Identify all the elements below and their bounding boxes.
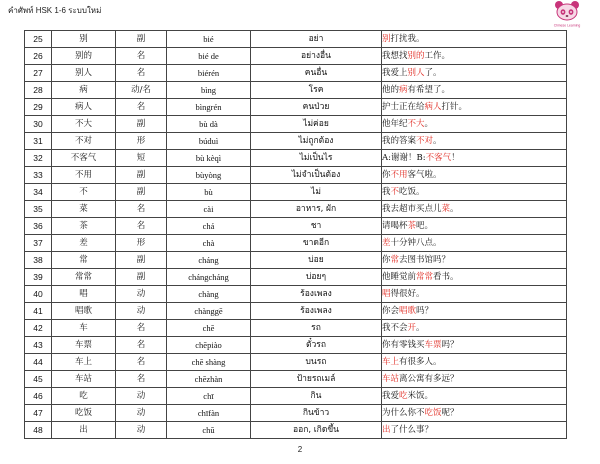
example-text: 了。 bbox=[424, 68, 442, 78]
thai-meaning: ร้องเพลง bbox=[251, 286, 382, 303]
logo-caption: Chinese Learning bbox=[553, 23, 581, 28]
example-sentence bbox=[382, 286, 567, 303]
thai-meaning: ไม่จำเป็นต้อง bbox=[251, 167, 382, 184]
example-text: 呢？ bbox=[441, 408, 459, 418]
word-hanzi: 别的 bbox=[52, 48, 116, 65]
example-text: 打针。 bbox=[441, 102, 468, 112]
thai-meaning: บนรถ bbox=[251, 354, 382, 371]
example-sentence bbox=[382, 99, 567, 116]
example-sentence bbox=[382, 235, 567, 252]
thai-meaning: กิน bbox=[251, 388, 382, 405]
example-text: 我去超市买点儿 bbox=[382, 204, 442, 214]
word-pinyin: bìng bbox=[167, 82, 251, 99]
example-highlight: 不对 bbox=[416, 136, 434, 146]
word-hanzi: 别 bbox=[52, 31, 116, 48]
thai-meaning: ไม่ถูกต้อง bbox=[251, 133, 382, 150]
word-hanzi: 车 bbox=[52, 320, 116, 337]
table-row bbox=[25, 422, 567, 439]
example-text: 了什么事？ bbox=[390, 425, 434, 435]
word-pinyin: cài bbox=[167, 201, 251, 218]
example-highlight: 差 bbox=[382, 238, 391, 248]
example-text: 打扰我。 bbox=[390, 34, 425, 44]
vocabulary-table bbox=[24, 30, 567, 439]
part-of-speech: 名 bbox=[116, 320, 167, 337]
table-row bbox=[25, 320, 567, 337]
table-row bbox=[25, 269, 567, 286]
row-number: 28 bbox=[25, 82, 52, 99]
example-sentence bbox=[382, 82, 567, 99]
example-highlight: 常 bbox=[390, 255, 400, 265]
row-number: 43 bbox=[25, 337, 52, 354]
word-hanzi: 不对 bbox=[52, 133, 116, 150]
table-row bbox=[25, 218, 567, 235]
table-row bbox=[25, 337, 567, 354]
thai-meaning: ป้ายรถเมล์ bbox=[251, 371, 382, 388]
part-of-speech: 名 bbox=[116, 337, 167, 354]
thai-meaning: อย่างอื่น bbox=[251, 48, 382, 65]
table-row bbox=[25, 48, 567, 65]
row-number: 37 bbox=[25, 235, 52, 252]
word-hanzi: 吃 bbox=[52, 388, 116, 405]
table-row bbox=[25, 184, 567, 201]
example-text: 米饭。 bbox=[407, 391, 434, 401]
example-highlight: 车上 bbox=[382, 357, 400, 367]
example-sentence bbox=[382, 184, 567, 201]
example-text: 工作。 bbox=[424, 51, 451, 61]
panda-logo-icon bbox=[550, 0, 584, 28]
word-hanzi: 不大 bbox=[52, 116, 116, 133]
example-text: 他睡觉前 bbox=[382, 272, 417, 282]
row-number: 38 bbox=[25, 252, 52, 269]
word-hanzi: 吃饭 bbox=[52, 405, 116, 422]
table-row bbox=[25, 371, 567, 388]
example-sentence bbox=[382, 65, 567, 82]
part-of-speech: 名 bbox=[116, 99, 167, 116]
word-pinyin: chà bbox=[167, 235, 251, 252]
word-hanzi: 茶 bbox=[52, 218, 116, 235]
word-hanzi: 别人 bbox=[52, 65, 116, 82]
word-pinyin: bié bbox=[167, 31, 251, 48]
part-of-speech: 动 bbox=[116, 405, 167, 422]
example-text: 我想找 bbox=[382, 51, 408, 61]
part-of-speech: 名 bbox=[116, 354, 167, 371]
example-text: ！ bbox=[451, 153, 460, 163]
word-pinyin: bié de bbox=[167, 48, 251, 65]
word-hanzi: 差 bbox=[52, 235, 116, 252]
example-sentence bbox=[382, 218, 567, 235]
table-row bbox=[25, 303, 567, 320]
table-row bbox=[25, 167, 567, 184]
row-number: 36 bbox=[25, 218, 52, 235]
example-text: 他年纪 bbox=[382, 119, 408, 129]
example-sentence bbox=[382, 269, 567, 286]
table-row bbox=[25, 201, 567, 218]
example-text: 请喝杯 bbox=[382, 221, 408, 231]
example-text: 我爱 bbox=[382, 391, 400, 401]
word-pinyin: bù bbox=[167, 184, 251, 201]
part-of-speech: 短 bbox=[116, 150, 167, 167]
word-hanzi: 不客气 bbox=[52, 150, 116, 167]
table-row bbox=[25, 82, 567, 99]
example-sentence bbox=[382, 405, 567, 422]
table-row bbox=[25, 286, 567, 303]
document-header-title: คำศัพท์ HSK 1-6 ระบบใหม่ bbox=[8, 6, 102, 15]
example-sentence bbox=[382, 422, 567, 439]
word-pinyin: chànggē bbox=[167, 303, 251, 320]
thai-meaning: ขาดอีก bbox=[251, 235, 382, 252]
example-text: 吗？ bbox=[416, 306, 434, 316]
example-sentence bbox=[382, 388, 567, 405]
row-number: 39 bbox=[25, 269, 52, 286]
example-highlight: 吃 bbox=[399, 391, 408, 401]
part-of-speech: 副 bbox=[116, 252, 167, 269]
part-of-speech: 副 bbox=[116, 167, 167, 184]
word-pinyin: chī bbox=[167, 388, 251, 405]
example-text: 有希望了。 bbox=[407, 85, 451, 95]
row-number: 34 bbox=[25, 184, 52, 201]
word-pinyin: chē shàng bbox=[167, 354, 251, 371]
example-text: 。 bbox=[416, 323, 425, 333]
row-number: 46 bbox=[25, 388, 52, 405]
row-number: 32 bbox=[25, 150, 52, 167]
row-number: 25 bbox=[25, 31, 52, 48]
row-number: 31 bbox=[25, 133, 52, 150]
example-text: 为什么你不 bbox=[382, 408, 425, 418]
word-pinyin: chángcháng bbox=[167, 269, 251, 286]
word-pinyin: chū bbox=[167, 422, 251, 439]
example-sentence bbox=[382, 31, 567, 48]
part-of-speech: 名 bbox=[116, 48, 167, 65]
word-pinyin: chēpiào bbox=[167, 337, 251, 354]
word-hanzi: 车票 bbox=[52, 337, 116, 354]
example-highlight: 唱 bbox=[382, 289, 391, 299]
thai-meaning: บ่อย bbox=[251, 252, 382, 269]
example-sentence bbox=[382, 320, 567, 337]
part-of-speech: 形 bbox=[116, 133, 167, 150]
word-hanzi: 车上 bbox=[52, 354, 116, 371]
thai-meaning: บ่อยๆ bbox=[251, 269, 382, 286]
example-text: 你有零钱买 bbox=[382, 340, 425, 350]
row-number: 41 bbox=[25, 303, 52, 320]
example-highlight: 别的 bbox=[407, 51, 425, 61]
word-pinyin: cháng bbox=[167, 252, 251, 269]
example-sentence bbox=[382, 150, 567, 167]
example-highlight: 病人 bbox=[424, 102, 442, 112]
example-sentence bbox=[382, 116, 567, 133]
example-sentence bbox=[382, 201, 567, 218]
thai-meaning: ไม่เป็นไร bbox=[251, 150, 382, 167]
row-number: 40 bbox=[25, 286, 52, 303]
word-pinyin: bù kèqì bbox=[167, 150, 251, 167]
word-hanzi: 病 bbox=[52, 82, 116, 99]
row-number: 35 bbox=[25, 201, 52, 218]
thai-meaning: อาหาร, ผัก bbox=[251, 201, 382, 218]
example-highlight: 别 bbox=[382, 34, 391, 44]
part-of-speech: 动 bbox=[116, 286, 167, 303]
example-text: 我的答案 bbox=[382, 136, 417, 146]
example-highlight: 茶 bbox=[407, 221, 417, 231]
part-of-speech: 形 bbox=[116, 235, 167, 252]
example-highlight: 出 bbox=[382, 425, 391, 435]
part-of-speech: 动 bbox=[116, 422, 167, 439]
part-of-speech: 动 bbox=[116, 388, 167, 405]
word-pinyin: búduì bbox=[167, 133, 251, 150]
table-row bbox=[25, 252, 567, 269]
word-hanzi: 出 bbox=[52, 422, 116, 439]
word-pinyin: chē bbox=[167, 320, 251, 337]
thai-meaning: คนป่วย bbox=[251, 99, 382, 116]
row-number: 26 bbox=[25, 48, 52, 65]
word-hanzi: 唱 bbox=[52, 286, 116, 303]
example-text: 有很多人。 bbox=[399, 357, 442, 367]
example-highlight: 常常 bbox=[416, 272, 434, 282]
thai-meaning: โรค bbox=[251, 82, 382, 99]
example-highlight: 不客气 bbox=[425, 153, 452, 163]
part-of-speech: 名 bbox=[116, 218, 167, 235]
thai-meaning: อย่า bbox=[251, 31, 382, 48]
part-of-speech: 名 bbox=[116, 65, 167, 82]
word-hanzi: 常 bbox=[52, 252, 116, 269]
example-sentence bbox=[382, 303, 567, 320]
example-text: 我爱上 bbox=[382, 68, 408, 78]
example-text: 十分钟八点。 bbox=[390, 238, 442, 248]
example-text: 。 bbox=[450, 204, 459, 214]
table-row bbox=[25, 235, 567, 252]
row-number: 33 bbox=[25, 167, 52, 184]
thai-meaning: กินข้าว bbox=[251, 405, 382, 422]
example-text: 你 bbox=[382, 170, 391, 180]
row-number: 44 bbox=[25, 354, 52, 371]
row-number: 45 bbox=[25, 371, 52, 388]
row-number: 29 bbox=[25, 99, 52, 116]
word-hanzi: 不 bbox=[52, 184, 116, 201]
vocabulary-table-body bbox=[25, 31, 567, 439]
part-of-speech: 副 bbox=[116, 116, 167, 133]
example-text: 。 bbox=[424, 119, 434, 129]
word-pinyin: chēzhàn bbox=[167, 371, 251, 388]
example-highlight: 病 bbox=[399, 85, 408, 95]
table-row bbox=[25, 405, 567, 422]
example-text: 看书。 bbox=[433, 272, 459, 282]
example-text: 去图书馆吗？ bbox=[399, 255, 451, 265]
part-of-speech: 名 bbox=[116, 371, 167, 388]
table-row bbox=[25, 116, 567, 133]
part-of-speech: 动 bbox=[116, 303, 167, 320]
example-text: 离公寓有多远？ bbox=[399, 374, 459, 384]
example-highlight: 不大 bbox=[407, 119, 425, 129]
thai-meaning: ชา bbox=[251, 218, 382, 235]
example-highlight: 车站 bbox=[382, 374, 400, 384]
example-highlight: 车票 bbox=[424, 340, 442, 350]
example-highlight: 开 bbox=[407, 323, 417, 333]
word-hanzi: 不用 bbox=[52, 167, 116, 184]
word-pinyin: bìngrén bbox=[167, 99, 251, 116]
thai-meaning: ไม่ bbox=[251, 184, 382, 201]
word-pinyin: chá bbox=[167, 218, 251, 235]
word-hanzi: 车站 bbox=[52, 371, 116, 388]
example-text: 你会 bbox=[382, 306, 400, 316]
word-hanzi: 菜 bbox=[52, 201, 116, 218]
word-hanzi: 唱歌 bbox=[52, 303, 116, 320]
table-row bbox=[25, 133, 567, 150]
example-text: 吧。 bbox=[416, 221, 434, 231]
thai-meaning: ร้องเพลง bbox=[251, 303, 382, 320]
word-pinyin: bùyòng bbox=[167, 167, 251, 184]
table-row bbox=[25, 31, 567, 48]
word-pinyin: bù dà bbox=[167, 116, 251, 133]
example-text: 护士正在给 bbox=[382, 102, 425, 112]
example-sentence bbox=[382, 133, 567, 150]
table-row bbox=[25, 99, 567, 116]
word-pinyin: chàng bbox=[167, 286, 251, 303]
part-of-speech: 名 bbox=[116, 201, 167, 218]
example-highlight: 不用 bbox=[390, 170, 408, 180]
example-text: 客气啦。 bbox=[407, 170, 442, 180]
page-number: 2 bbox=[297, 445, 303, 454]
example-sentence bbox=[382, 252, 567, 269]
example-highlight: 别人 bbox=[407, 68, 425, 78]
word-hanzi: 病人 bbox=[52, 99, 116, 116]
example-text: 得很好。 bbox=[390, 289, 425, 299]
row-number: 47 bbox=[25, 405, 52, 422]
table-row bbox=[25, 65, 567, 82]
word-hanzi: 常常 bbox=[52, 269, 116, 286]
example-highlight: 吃饭 bbox=[424, 408, 442, 418]
word-pinyin: biérén bbox=[167, 65, 251, 82]
word-pinyin: chīfàn bbox=[167, 405, 251, 422]
row-number: 27 bbox=[25, 65, 52, 82]
example-text: 吗？ bbox=[441, 340, 459, 350]
example-text: 。 bbox=[433, 136, 442, 146]
example-sentence bbox=[382, 371, 567, 388]
part-of-speech: 副 bbox=[116, 31, 167, 48]
row-number: 48 bbox=[25, 422, 52, 439]
example-text: 吃饭。 bbox=[399, 187, 425, 197]
thai-meaning: ตั๋วรถ bbox=[251, 337, 382, 354]
example-highlight: 菜 bbox=[441, 204, 451, 214]
thai-meaning: รถ bbox=[251, 320, 382, 337]
table-row bbox=[25, 388, 567, 405]
example-text: 你 bbox=[382, 255, 391, 265]
thai-meaning: ไม่ค่อย bbox=[251, 116, 382, 133]
thai-meaning: ออก, เกิดขึ้น bbox=[251, 422, 382, 439]
table-row bbox=[25, 354, 567, 371]
example-sentence bbox=[382, 337, 567, 354]
part-of-speech: 副 bbox=[116, 184, 167, 201]
example-text: 他的 bbox=[382, 85, 400, 95]
table-row bbox=[25, 150, 567, 167]
example-text: A:谢谢！B: bbox=[382, 153, 426, 163]
example-text: 我不会 bbox=[382, 323, 408, 333]
row-number: 42 bbox=[25, 320, 52, 337]
example-highlight: 唱歌 bbox=[399, 306, 417, 316]
part-of-speech: 副 bbox=[116, 269, 167, 286]
row-number: 30 bbox=[25, 116, 52, 133]
example-highlight: 不 bbox=[390, 187, 400, 197]
example-sentence bbox=[382, 354, 567, 371]
part-of-speech: 动/名 bbox=[116, 82, 167, 99]
example-sentence bbox=[382, 48, 567, 65]
thai-meaning: คนอื่น bbox=[251, 65, 382, 82]
example-text: 我 bbox=[382, 187, 391, 197]
example-sentence bbox=[382, 167, 567, 184]
